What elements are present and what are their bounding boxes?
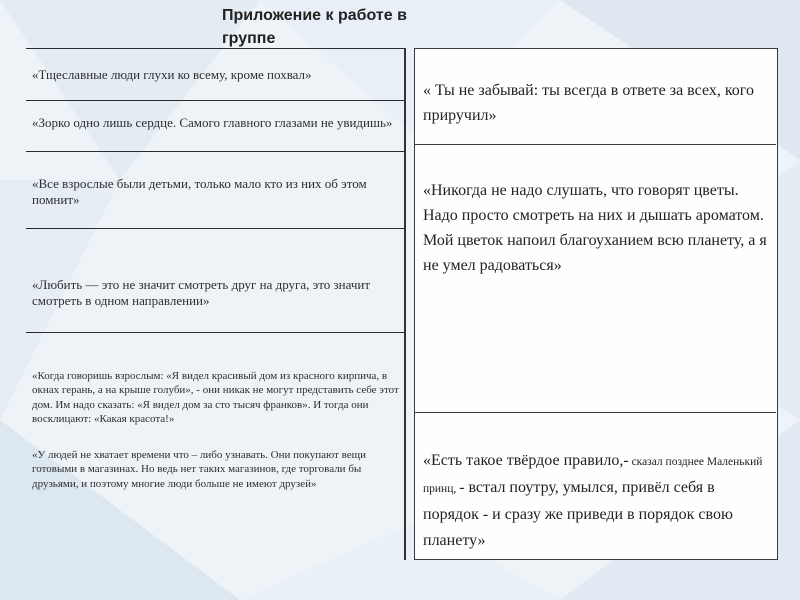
left-quote-6: «У людей не хватает времени что – либо узнавать. Они покупают вещи готовыми в магазинах. Но ведь нет таких магазинов, где торговали бы друзьями, и поэтому многие люди больше не имеют друзей»: [32, 449, 366, 490]
right-quote-1: « Ты не забывай: ты всегда в ответе за всех, кого приручил»: [415, 49, 776, 145]
left-table-divider: [404, 48, 406, 560]
right-quote-3-part1: «Есть такое твёрдое правило,-: [423, 452, 629, 469]
left-quote-5-6: [26, 333, 406, 560]
right-quotes-table: [414, 48, 778, 560]
left-quote-5: «Когда говоришь взрослым: «Я видел красивый дом из красного кирпича, в окнах герань, а на крыше голуби», - они никак не могут представить себе этот дом. Им надо сказать: «Я видел дом за сто тысяч франков». И тогда они восклицают: «Какая красота!»: [32, 370, 399, 425]
left-quote-4: «Любить — это не значит смотреть друг на друга, это значит смотреть в одном направлении»: [26, 229, 406, 333]
right-quote-2: «Никогда не надо слушать, что говорят цветы. Надо просто смотреть на них и дышать ароматом. Мой цветок напоил благоуханием всю планету, а я не умел радоваться»: [415, 145, 776, 413]
left-quotes-table: [26, 48, 406, 560]
right-quote-3-part3: - встал поутру, умылся, привёл себя в порядок - и сразу же приведи в порядок свою планету»: [423, 479, 733, 549]
left-quote-2: «Зорко одно лишь сердце. Самого главного глазами не увидишь»: [26, 101, 406, 152]
left-quote-1: «Тщеславные люди глухи ко всему, кроме похвал»: [26, 48, 406, 101]
page-title: Приложение к работе в группе: [222, 7, 407, 47]
right-quote-3-part2: сказал позднее Маленький принц,: [423, 456, 763, 495]
left-quote-3: «Все взрослые были детьми, только мало кто из них об этом помнит»: [26, 152, 406, 229]
right-quote-3: [415, 413, 776, 558]
